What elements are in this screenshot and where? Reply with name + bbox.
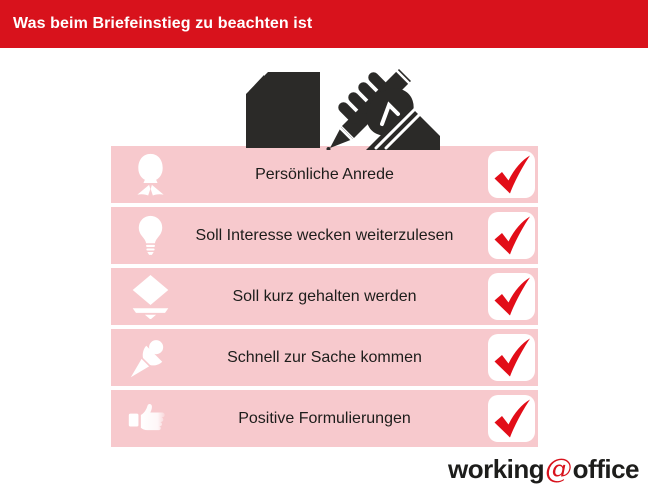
header-bar — [0, 0, 648, 48]
logo-at-icon: @ — [545, 453, 572, 485]
logo-text-working: working — [447, 453, 545, 484]
checkmark-box — [488, 212, 535, 259]
checklist-item-label: Schnell zur Sache kommen — [227, 348, 422, 366]
logo-text-office: office — [572, 453, 639, 484]
page-title: Was beim Briefeinstieg zu beachten ist — [13, 15, 313, 32]
checklist-item-label: Positive Formulierungen — [238, 409, 411, 427]
checkmark-box — [488, 395, 535, 442]
checklist-item-label: Soll Interesse wecken weiterzulesen — [195, 226, 454, 244]
checkmark-box — [488, 334, 535, 381]
checklist-row — [111, 146, 538, 203]
checklist-row — [111, 329, 538, 386]
checkmark-box — [488, 273, 535, 320]
checklist — [111, 146, 538, 447]
checklist-row — [111, 207, 538, 264]
checklist-row — [111, 390, 538, 447]
checklist-item-label: Persönliche Anrede — [255, 165, 394, 183]
checklist-item-label: Soll kurz gehalten werden — [232, 287, 417, 305]
working-office-logo — [448, 452, 639, 486]
checkmark-box — [488, 151, 535, 198]
checklist-row — [111, 268, 538, 325]
document-and-writing-hand-icon — [240, 62, 440, 150]
